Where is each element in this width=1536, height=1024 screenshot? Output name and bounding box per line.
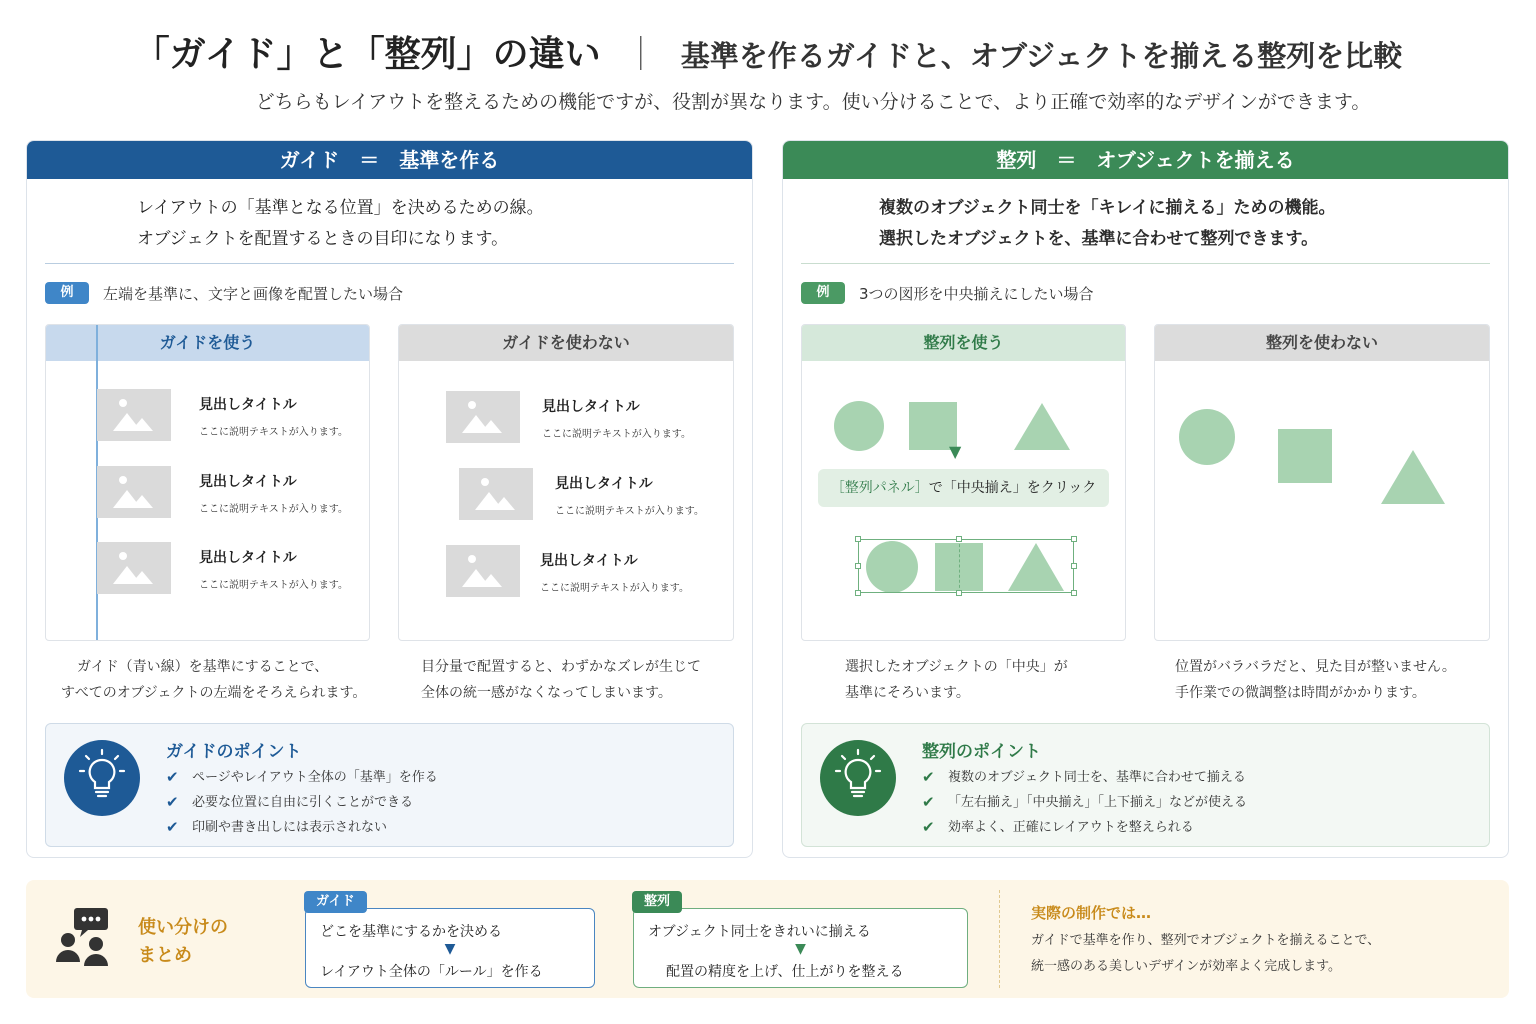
divider: [801, 263, 1490, 264]
list-item: [922, 790, 1247, 815]
image-placeholder-icon: [97, 466, 171, 518]
list-item: [922, 815, 1247, 840]
selection-box: [858, 539, 1074, 593]
caption-line2: 全体の統一感がなくなってしまいます。: [421, 685, 672, 701]
card-heading: 整列を使う: [802, 325, 1125, 361]
item-desc: ここに説明テキストが入ります。: [540, 583, 689, 594]
item-desc: ここに説明テキストが入ります。: [555, 506, 704, 517]
points-list: [922, 765, 1247, 840]
check-icon: ✔: [166, 818, 179, 836]
card-heading: ガイドを使う: [46, 325, 369, 361]
check-icon: ✔: [922, 793, 935, 811]
item-title: 見出しタイトル: [199, 550, 297, 566]
center-line: [959, 539, 960, 593]
point-text: 印刷や書き出しには表示されない: [192, 820, 388, 835]
item-title: 見出しタイトル: [540, 553, 638, 569]
circle-shape: [834, 401, 884, 451]
guide-without-card: [398, 324, 734, 641]
list-item: [97, 466, 348, 518]
align-points-box: [801, 723, 1490, 847]
people-chat-icon: [54, 906, 136, 968]
guide-points-box: [45, 723, 734, 847]
page-header: [0, 26, 1536, 77]
image-placeholder-icon: [97, 542, 171, 594]
points-title: ガイドのポイント: [166, 742, 302, 762]
item-title: 見出しタイトル: [199, 397, 297, 413]
practice-text: [1031, 928, 1380, 980]
item-desc: ここに説明テキストが入ります。: [542, 429, 691, 440]
list-item: [459, 468, 704, 520]
practice-line2: 統一感のある美しいデザインが効率よく完成します。: [1031, 959, 1342, 974]
check-icon: ✔: [166, 768, 179, 786]
list-item: [922, 765, 1247, 790]
triangle-shape: [1381, 450, 1445, 504]
resize-handle: [855, 590, 861, 596]
point-text: 必要な位置に自由に引くことができる: [192, 795, 414, 810]
align-panel-label: ［整列パネル］: [830, 480, 929, 496]
item-title: 見出しタイトル: [199, 474, 297, 490]
guide-example: [45, 282, 403, 304]
example-badge: 例: [45, 282, 89, 304]
guide-with-card: [45, 324, 370, 641]
divider: [999, 890, 1000, 988]
align-without-card: [1154, 324, 1490, 641]
caption-line1: ガイド（青い線）を基準にすることで、: [77, 659, 329, 675]
list-item: [97, 389, 348, 441]
summary-align-box: [633, 894, 968, 988]
guide-panel-heading: ガイド ＝ 基準を作る: [27, 141, 752, 179]
summary-title-line1: 使い分けの: [138, 917, 228, 938]
list-item: [166, 790, 438, 815]
image-placeholder-icon: [446, 545, 520, 597]
summary-guide-box: [305, 894, 595, 988]
caption-line1: 選択したオブジェクトの「中央」が: [845, 659, 1068, 675]
square-shape: [1278, 429, 1332, 483]
item-desc: ここに説明テキストが入ります。: [199, 504, 348, 515]
title-separator: ｜: [623, 35, 658, 75]
point-text: 効率よく、正確にレイアウトを整えられる: [948, 820, 1194, 835]
instruction-text: で「中央揃え」をクリック: [928, 480, 1097, 496]
triangle-shape: [1014, 403, 1070, 450]
align-panel-heading: 整列 ＝ オブジェクトを揃える: [783, 141, 1508, 179]
align-desc-line1: 複数のオブジェクト同士を「キレイに揃える」ための機能。: [879, 198, 1336, 218]
list-item: [446, 545, 689, 597]
practice-line1: ガイドで基準を作り、整列でオブジェクトを揃えることで、: [1031, 933, 1381, 948]
card-heading: 整列を使わない: [1155, 325, 1489, 361]
list-item: [166, 765, 438, 790]
summary-title-line2: まとめ: [138, 945, 192, 966]
resize-handle: [855, 536, 861, 542]
summary-align-line1: オブジェクト同士をきれいに揃える: [648, 924, 871, 940]
caption-line2: 手作業での微調整は時間がかかります。: [1175, 685, 1426, 701]
summary-align-line2: 配置の精度を上げ、仕上がりを整える: [666, 964, 904, 980]
page-title-sub: 基準を作るガイドと、オブジェクトを揃える整列を比較: [680, 39, 1403, 73]
check-icon: ✔: [922, 818, 935, 836]
align-instruction: [818, 469, 1109, 507]
practice-title: 実際の制作では…: [1031, 904, 1152, 922]
item-title: 見出しタイトル: [555, 476, 653, 492]
resize-handle: [956, 590, 962, 596]
align-desc-line2: 選択したオブジェクトを、基準に合わせて整列できます。: [879, 229, 1319, 249]
image-placeholder-icon: [97, 389, 171, 441]
caption-line1: 目分量で配置すると、わずかなズレが生じて: [421, 659, 701, 675]
list-item: [446, 391, 691, 443]
align-example: [801, 282, 1094, 304]
guide-without-caption: [421, 654, 701, 706]
caption-line2: すべてのオブジェクトの左端をそろえられます。: [61, 685, 367, 701]
example-badge: 例: [801, 282, 845, 304]
points-list: [166, 765, 438, 840]
list-item: [97, 542, 348, 594]
caption-line1: 位置がバラバラだと、見た目が整いません。: [1175, 659, 1456, 675]
point-text: 複数のオブジェクト同士を、基準に合わせて揃える: [948, 770, 1246, 785]
item-desc: ここに説明テキストが入ります。: [199, 580, 348, 591]
item-title: 見出しタイトル: [542, 399, 640, 415]
list-item: [166, 815, 438, 840]
arrow-down-icon: ▼: [795, 941, 806, 957]
page-subtitle: どちらもレイアウトを整えるための機能ですが、役割が異なります。使い分けることで、より正確で効率的なデザインができます。: [255, 91, 1371, 113]
summary-section: [26, 880, 1509, 998]
align-without-caption: [1175, 654, 1456, 706]
summary-guide-line1: どこを基準にするかを決める: [320, 924, 502, 940]
card-heading: ガイドを使わない: [399, 325, 733, 361]
align-with-caption: [845, 654, 1068, 706]
resize-handle: [1071, 590, 1077, 596]
summary-guide-line2: レイアウト全体の「ルール」を作る: [320, 964, 543, 980]
guide-tag: ガイド: [304, 891, 367, 913]
check-icon: ✔: [922, 768, 935, 786]
align-description: [879, 193, 1335, 255]
resize-handle: [1071, 563, 1077, 569]
example-text: 左端を基準に、文字と画像を配置したい場合: [103, 284, 404, 303]
guide-desc-line2: オブジェクトを配置するときの目印になります。: [137, 229, 509, 249]
point-text: ページやレイアウト全体の「基準」を作る: [192, 770, 438, 785]
caption-line2: 基準にそろいます。: [845, 685, 970, 701]
point-text: 「左右揃え」「中央揃え」「上下揃え」などが使える: [948, 795, 1248, 810]
item-desc: ここに説明テキストが入ります。: [199, 427, 348, 438]
lightbulb-icon: [64, 740, 140, 816]
resize-handle: [855, 563, 861, 569]
align-with-card: [801, 324, 1126, 641]
image-placeholder-icon: [459, 468, 533, 520]
guide-description: [137, 193, 544, 255]
resize-handle: [956, 536, 962, 542]
align-panel: [782, 140, 1509, 858]
guide-with-caption: [61, 654, 366, 706]
check-icon: ✔: [166, 793, 179, 811]
summary-title: [138, 914, 228, 970]
example-text: 3つの図形を中央揃えにしたい場合: [859, 284, 1094, 303]
arrow-down-icon: ▼: [444, 941, 456, 957]
page-title: 「ガイド」と「整列」の違い: [133, 34, 601, 75]
lightbulb-icon: [820, 740, 896, 816]
points-title: 整列のポイント: [922, 742, 1041, 762]
guide-desc-line1: レイアウトの「基準となる位置」を決めるための線。: [137, 198, 544, 218]
circle-shape: [1179, 409, 1235, 465]
guide-panel: [26, 140, 753, 858]
arrow-down-icon: ▼: [949, 442, 962, 461]
resize-handle: [1071, 536, 1077, 542]
divider: [45, 263, 734, 264]
image-placeholder-icon: [446, 391, 520, 443]
align-tag: 整列: [632, 891, 682, 913]
